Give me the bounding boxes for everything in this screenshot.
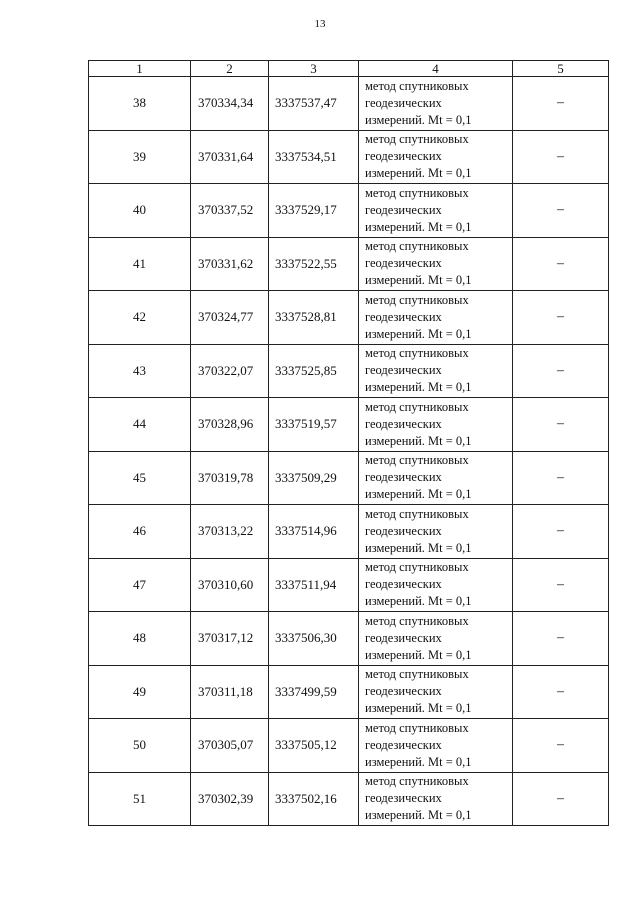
header-col-2: 2 [191,61,269,77]
x-coordinate-cell: 370313,22 [191,505,269,559]
note-cell: – [513,612,609,666]
header-col-4: 4 [359,61,513,77]
method-line: метод спутниковых [365,667,469,682]
table-row [89,665,609,719]
coordinates-table [88,60,609,826]
method-line: метод спутниковых [365,78,469,93]
note-cell: – [513,184,609,238]
table-row [89,184,609,238]
x-coordinate-cell: 370311,18 [191,665,269,719]
method-line: геодезических [365,309,442,324]
method-line: метод спутниковых [365,613,469,628]
method-line: измерений. Mt = 0,1 [365,540,472,555]
method-cell [359,237,513,291]
table-row [89,291,609,345]
note-cell: – [513,237,609,291]
method-line: геодезических [365,523,442,538]
x-coordinate-cell: 370322,07 [191,344,269,398]
method-line: геодезических [365,202,442,217]
point-number-cell: 48 [89,612,191,666]
method-line: геодезических [365,737,442,752]
x-coordinate-cell: 370324,77 [191,291,269,345]
x-coordinate-cell: 370331,64 [191,130,269,184]
method-cell [359,719,513,773]
point-number-cell: 45 [89,451,191,505]
table-row [89,344,609,398]
table-row [89,398,609,452]
method-cell [359,505,513,559]
method-line: измерений. Mt = 0,1 [365,326,472,341]
method-line: измерений. Mt = 0,1 [365,647,472,662]
method-line: измерений. Mt = 0,1 [365,112,472,127]
point-number-cell: 38 [89,77,191,131]
point-number-cell: 49 [89,665,191,719]
y-coordinate-cell: 3337528,81 [269,291,359,345]
point-number-cell: 43 [89,344,191,398]
point-number-cell: 41 [89,237,191,291]
y-coordinate-cell: 3337502,16 [269,772,359,826]
method-line: метод спутниковых [365,506,469,521]
method-line: геодезических [365,630,442,645]
method-line: геодезических [365,577,442,592]
note-cell: – [513,719,609,773]
y-coordinate-cell: 3337525,85 [269,344,359,398]
method-line: геодезических [365,149,442,164]
point-number-cell: 50 [89,719,191,773]
note-cell: – [513,130,609,184]
y-coordinate-cell: 3337509,29 [269,451,359,505]
method-line: измерений. Mt = 0,1 [365,219,472,234]
method-line: метод спутниковых [365,399,469,414]
note-cell: – [513,398,609,452]
method-line: метод спутниковых [365,185,469,200]
y-coordinate-cell: 3337499,59 [269,665,359,719]
y-coordinate-cell: 3337511,94 [269,558,359,612]
page-number: 13 [314,18,326,30]
y-coordinate-cell: 3337537,47 [269,77,359,131]
x-coordinate-cell: 370319,78 [191,451,269,505]
method-line: геодезических [365,470,442,485]
method-line: метод спутниковых [365,720,469,735]
x-coordinate-cell: 370334,34 [191,77,269,131]
table-row [89,772,609,826]
x-coordinate-cell: 370328,96 [191,398,269,452]
method-line: геодезических [365,416,442,431]
point-number-cell: 39 [89,130,191,184]
method-line: измерений. Mt = 0,1 [365,380,472,395]
method-cell [359,77,513,131]
method-line: метод спутниковых [365,239,469,254]
method-line: метод спутниковых [365,774,469,789]
method-cell [359,184,513,238]
method-line: метод спутниковых [365,292,469,307]
method-line: измерений. Mt = 0,1 [365,166,472,181]
header-col-5: 5 [513,61,609,77]
table-row [89,719,609,773]
point-number-cell: 44 [89,398,191,452]
note-cell: – [513,451,609,505]
x-coordinate-cell: 370317,12 [191,612,269,666]
note-cell: – [513,291,609,345]
method-line: измерений. Mt = 0,1 [365,808,472,823]
note-cell: – [513,505,609,559]
x-coordinate-cell: 370337,52 [191,184,269,238]
method-cell [359,612,513,666]
point-number-cell: 42 [89,291,191,345]
table-row [89,612,609,666]
note-cell: – [513,558,609,612]
table-row [89,505,609,559]
method-line: метод спутниковых [365,560,469,575]
method-cell [359,772,513,826]
method-cell [359,291,513,345]
header-row [89,61,609,77]
method-line: измерений. Mt = 0,1 [365,594,472,609]
method-cell [359,665,513,719]
y-coordinate-cell: 3337519,57 [269,398,359,452]
method-line: измерений. Mt = 0,1 [365,487,472,502]
method-cell [359,130,513,184]
table-row [89,237,609,291]
y-coordinate-cell: 3337522,55 [269,237,359,291]
method-line: геодезических [365,791,442,806]
x-coordinate-cell: 370310,60 [191,558,269,612]
method-cell [359,398,513,452]
method-line: измерений. Mt = 0,1 [365,754,472,769]
note-cell: – [513,665,609,719]
note-cell: – [513,77,609,131]
note-cell: – [513,772,609,826]
method-cell [359,451,513,505]
method-cell [359,558,513,612]
method-line: геодезических [365,684,442,699]
table-header [89,61,609,77]
y-coordinate-cell: 3337514,96 [269,505,359,559]
method-line: геодезических [365,95,442,110]
method-line: геодезических [365,363,442,378]
x-coordinate-cell: 370302,39 [191,772,269,826]
method-line: геодезических [365,256,442,271]
note-cell: – [513,344,609,398]
method-line: измерений. Mt = 0,1 [365,433,472,448]
point-number-cell: 51 [89,772,191,826]
y-coordinate-cell: 3337506,30 [269,612,359,666]
x-coordinate-cell: 370305,07 [191,719,269,773]
method-line: измерений. Mt = 0,1 [365,701,472,716]
y-coordinate-cell: 3337529,17 [269,184,359,238]
y-coordinate-cell: 3337505,12 [269,719,359,773]
point-number-cell: 47 [89,558,191,612]
table-row [89,77,609,131]
method-line: метод спутниковых [365,132,469,147]
table-row [89,451,609,505]
y-coordinate-cell: 3337534,51 [269,130,359,184]
header-col-1: 1 [89,61,191,77]
method-cell [359,344,513,398]
point-number-cell: 46 [89,505,191,559]
table-body [89,77,609,826]
method-line: измерений. Mt = 0,1 [365,273,472,288]
method-line: метод спутниковых [365,346,469,361]
method-line: метод спутниковых [365,453,469,468]
header-col-3: 3 [269,61,359,77]
table-row [89,558,609,612]
point-number-cell: 40 [89,184,191,238]
x-coordinate-cell: 370331,62 [191,237,269,291]
table-row [89,130,609,184]
